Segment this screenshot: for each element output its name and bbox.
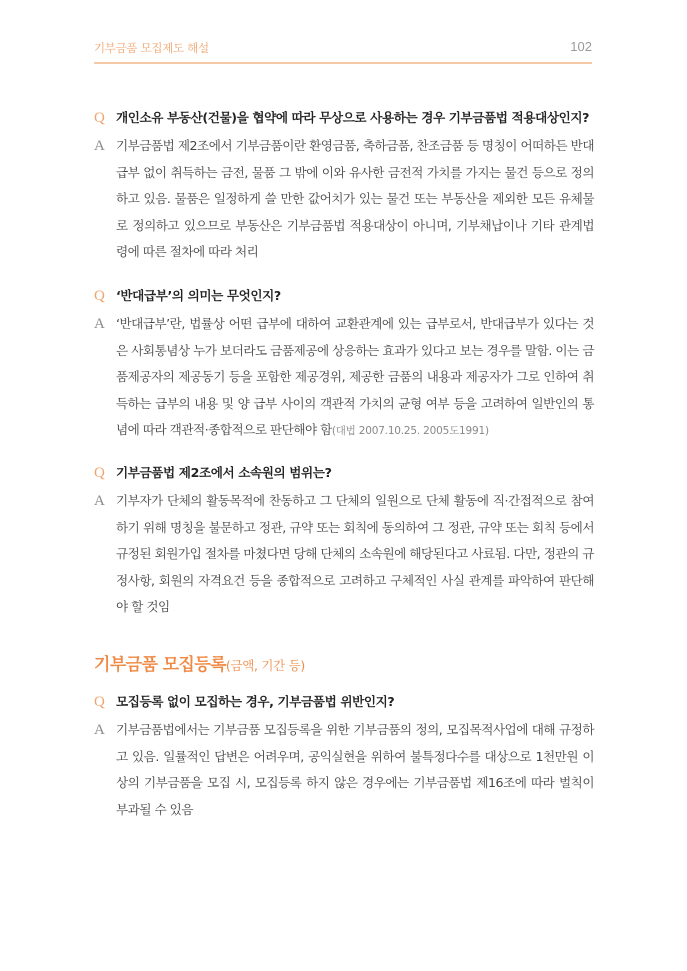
- section-title: 기부금품 모집등록: [94, 655, 226, 675]
- answer-text: [116, 488, 594, 621]
- question-marker: Q: [94, 109, 105, 126]
- answer-text: [116, 133, 594, 266]
- qa-block: [94, 284, 594, 445]
- page-header: [94, 38, 592, 64]
- running-title: 기부금품 모집제도 해설: [94, 41, 209, 55]
- answer-marker: A: [94, 316, 105, 332]
- answer-row: [94, 488, 594, 621]
- court-citation: (대법 2007.10.25. 2005도1991): [331, 425, 489, 437]
- answer-marker: A: [94, 138, 105, 154]
- answer-body: 기부금품법 제2조에서 기부금품이란 환영금품, 축하금품, 찬조금품 등 명칭이 어떠하든 반대급부 없이 취득하는 금전, 물품 그 밖에 이와 유사한 금전적 가치를 가지는 물건 등으로 정의하고 있음. 물품은 일정하게 쓸 만한 값어치가 있는 물건 또는 부동산을 제외한 모든 유체물로 정의하고 있으므로 부동산은 기부금품법 적용대상이 아니며, 기부채납이나 기타 관계법령에 따른 절차에 따라 처리: [116, 138, 594, 259]
- question-text: 모집등록 없이 모집하는 경우, 기부금품법 위반인지?: [116, 694, 395, 709]
- question-marker: Q: [94, 464, 105, 481]
- page-number: 102: [570, 39, 592, 54]
- qa-block: [94, 461, 594, 621]
- answer-marker: A: [94, 722, 105, 738]
- answer-row: [94, 717, 594, 823]
- answer-body: ‘반대급부’란, 법률상 어떤 급부에 대하여 교환관계에 있는 급부로서, 반대급부가 있다는 것은 사회통념상 누가 보더라도 금품제공에 상응하는 효과가 있다고 보는 경우를 말함. 이는 금품제공자의 제공동기 등을 포함한 제공경위, 제공한 금품의 내용과 제공자가 그로 인하여 취득하는 급부의 내용 및 양 급부 사이의 객관적 가치의 균형 여부 등을 고려하여 일반인의 통념에 따라 객관적·종합적으로 판단해야 함: [116, 316, 594, 437]
- question-marker: Q: [94, 287, 105, 304]
- section-heading: [94, 650, 305, 675]
- qa-block: [94, 690, 594, 823]
- answer-row: [94, 133, 594, 266]
- answer-text: [116, 717, 594, 823]
- section-subtitle: (금액, 기간 등): [225, 658, 305, 673]
- question-row: [94, 461, 594, 485]
- question-row: [94, 690, 594, 714]
- question-text: ‘반대급부’의 의미는 무엇인지?: [116, 288, 281, 303]
- question-marker: Q: [94, 693, 105, 710]
- header-divider: [94, 62, 592, 64]
- answer-body: 기부자가 단체의 활동목적에 찬동하고 그 단체의 일원으로 단체 활동에 직·간접적으로 참여하기 위해 명칭을 불문하고 정관, 규약 또는 회칙에 동의하여 그 정관, 규약 또는 회칙 등에서 규정된 회원가입 절차를 마쳤다면 당해 단체의 소속원에 해당된다고 사료됨. 다만, 정관의 규정사항, 회원의 자격요건 등을 종합적으로 고려하고 구체적인 사실 관계를 파악하여 판단해야 할 것임: [116, 493, 594, 614]
- question-text: 기부금품법 제2조에서 소속원의 범위는?: [116, 465, 332, 480]
- answer-row: [94, 311, 594, 445]
- question-row: [94, 284, 594, 308]
- question-text: 개인소유 부동산(건물)을 협약에 따라 무상으로 사용하는 경우 기부금품법 적용대상인지?: [116, 110, 590, 125]
- answer-marker: A: [94, 493, 105, 509]
- answer-body: 기부금품법에서는 기부금품 모집등록을 위한 기부금품의 정의, 모집목적사업에 대해 규정하고 있음. 일률적인 답변은 어려우며, 공익실현을 위하여 불특정다수를 대상으로 1천만원 이상의 기부금품을 모집 시, 모집등록 하지 않은 경우에는 기부금품법 제16조에 따라 벌칙이 부과될 수 있음: [116, 722, 594, 817]
- question-row: [94, 106, 594, 130]
- qa-block: [94, 106, 594, 266]
- answer-text: [116, 311, 594, 445]
